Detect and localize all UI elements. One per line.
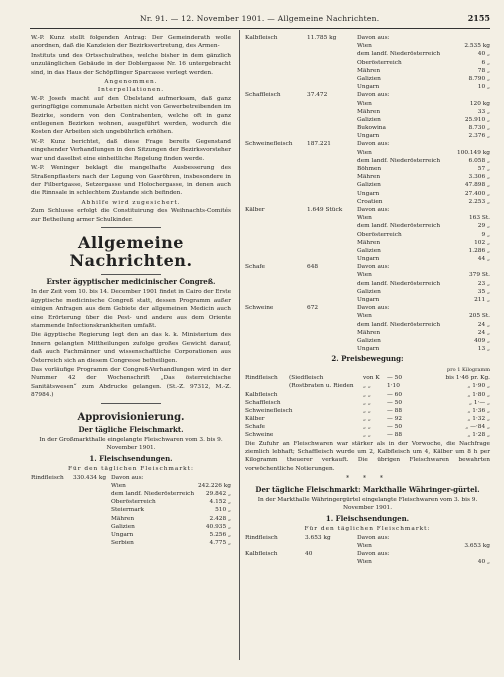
row-total: 40 xyxy=(305,551,313,558)
row-amount: 205 St. xyxy=(468,313,490,320)
left-column xyxy=(31,34,231,547)
paragraph: W.-P. Kunz berichtet, daß diese Frage bereits Gegenstand eingehender Verhandlungen in den Sitzungen der Bezirksvorsteher war und daselbst eine einheitliche Regelung finden werde. xyxy=(31,138,231,162)
row-label: Rindfleisch xyxy=(31,474,64,481)
price-from: „ „ xyxy=(363,383,371,390)
row-total: 11.785 kg xyxy=(307,35,337,41)
paragraph: W.-P. Josefs macht auf den Übelstand aufmerksam, daß ganz geringfügige communale Arbeiten nicht von Gewerbetreibenden im Bezirke, sondern von den Contrahenten, welche oft in ganz entlegenen Bezirken wohnen, ausgeführt werden, wodurch die Kosten der Arbeiten sich ungebührlich erhöhen. xyxy=(31,95,231,136)
row-origin: Davon aus: xyxy=(357,92,390,99)
table-row xyxy=(245,558,490,566)
article-title: Der tägliche Fleischmarkt. xyxy=(78,424,184,434)
table-row xyxy=(245,116,490,124)
row-amount: 78 „ xyxy=(477,67,490,74)
row-amount: 44 „ xyxy=(477,256,490,263)
row-amount: 57 „ xyxy=(477,166,490,172)
row-amount: 24 „ xyxy=(477,329,490,336)
row-origin: Mähren xyxy=(357,67,381,74)
table-row xyxy=(245,214,490,222)
paragraph: W.-P. Kunz stellt folgenden Antrag: Der Gemeinderath wolle anordnen, daß die Kanzleien der Bezirksvertretung, des Armen- xyxy=(31,35,231,50)
row-origin: dem landf. Niederösterreich xyxy=(357,280,441,287)
paragraph: In der Großmarkthalle eingelangte Fleischwaren vom 3. bis 9. November 1901. xyxy=(39,437,223,452)
table-row xyxy=(245,140,490,148)
table-row xyxy=(245,124,490,132)
row-origin: Wien xyxy=(357,215,372,222)
row-amount: 3.653 kg xyxy=(464,542,490,549)
article-title: Der tägliche Fleischmarkt: Markthalle Währinger-gürtel. xyxy=(255,484,480,494)
table-row xyxy=(245,407,490,415)
table-row xyxy=(245,67,490,75)
table-row xyxy=(31,523,231,531)
table-row xyxy=(245,206,490,214)
table-row xyxy=(245,239,490,247)
price-high: „ 1·80 „ xyxy=(467,391,490,398)
price-label: Schaffleisch xyxy=(245,399,281,406)
subheading: Interpellationen. xyxy=(97,87,165,94)
row-origin: Wien xyxy=(357,313,372,320)
row-amount: 8.790 „ xyxy=(468,75,490,82)
subheading: 1. Fleischsendungen. xyxy=(325,513,410,523)
price-from: „ „ xyxy=(363,432,371,439)
table-row xyxy=(245,280,490,288)
row-amount: 2.535 kg xyxy=(464,43,490,50)
row-amount: 163 St. xyxy=(468,215,490,222)
row-amount: 6.058 „ xyxy=(468,157,490,164)
row-label: Schaffleisch xyxy=(245,92,281,99)
row-amount: 24 „ xyxy=(477,321,490,328)
row-total: 1.649 Stück xyxy=(307,206,343,213)
row-amount: 120 kg xyxy=(469,100,490,107)
row-amount: 409 „ xyxy=(474,337,490,344)
row-origin: dem landf. Niederösterreich xyxy=(111,491,195,498)
table-row xyxy=(245,296,490,304)
table-row xyxy=(245,198,490,206)
paragraph: Abhilfe wird zugesichert. xyxy=(81,199,181,206)
row-origin: Ungarn xyxy=(357,256,380,263)
row-origin: Oberösterreich xyxy=(111,499,156,506)
row-origin: Davon aus: xyxy=(357,206,390,213)
row-amount: 3.306 „ xyxy=(468,174,490,181)
table-row xyxy=(245,374,490,382)
row-origin: Böhmen xyxy=(357,166,382,172)
row-origin: Galizien xyxy=(357,337,381,344)
row-origin: Galizien xyxy=(357,182,381,189)
row-amount: 2.428 „ xyxy=(209,515,231,522)
section-name: Allgemeine Nachrichten. xyxy=(277,14,380,23)
row-total: 37.472 xyxy=(307,92,328,99)
row-label: Schweinefleisch xyxy=(245,141,293,148)
table-row xyxy=(245,321,490,329)
row-origin: Wien xyxy=(111,482,126,489)
price-low: 1·10 xyxy=(387,383,400,390)
table-row xyxy=(245,149,490,157)
price-low: — 50 xyxy=(387,399,403,406)
table-row xyxy=(245,312,490,320)
table-row xyxy=(31,539,231,547)
row-origin: dem landf. Niederösterreich xyxy=(357,51,441,58)
row-label: Kälber xyxy=(245,206,265,213)
price-low: — 50 xyxy=(387,375,403,382)
row-label: Schweine xyxy=(245,305,274,312)
table-row xyxy=(245,91,490,99)
row-origin: Galizien xyxy=(357,116,381,123)
table-row xyxy=(31,498,231,506)
row-amount: 8.730 „ xyxy=(468,125,490,132)
row-amount: 40 „ xyxy=(477,51,490,58)
paragraph: Angenommen. xyxy=(104,79,158,86)
price-high: bis 1·46 pr. Kg. xyxy=(445,375,490,382)
table-row xyxy=(245,34,490,42)
table-row xyxy=(245,423,490,431)
row-origin: Croatien xyxy=(357,198,383,205)
table-row xyxy=(245,247,490,255)
price-label: Kalbfleisch xyxy=(245,391,278,398)
row-origin: Mähren xyxy=(111,515,135,522)
row-origin: Oberösterreich xyxy=(357,59,402,66)
row-origin: Mähren xyxy=(357,329,381,336)
subheading: Für den täglichen Fleischmarkt: xyxy=(304,526,431,533)
table-row xyxy=(245,50,490,58)
article-title: Erster ägyptischer medicinischer Congreß. xyxy=(46,276,216,286)
row-origin: dem landf. Niederösterreich xyxy=(357,321,441,328)
price-low: — 50 xyxy=(387,424,403,431)
row-total: 648 xyxy=(307,264,319,271)
separator: * * * xyxy=(346,475,389,483)
table-row xyxy=(31,482,231,490)
row-amount: 47.898 „ xyxy=(464,182,490,189)
row-origin: Wien xyxy=(357,100,372,107)
table-row xyxy=(245,165,490,173)
table-row xyxy=(245,157,490,165)
row-amount: 29 „ xyxy=(477,223,490,230)
row-origin: Galizien xyxy=(111,523,135,530)
row-label: Rindfleisch xyxy=(245,534,278,541)
row-origin: Davon aus: xyxy=(357,534,390,541)
price-low: — 88 xyxy=(387,432,403,439)
paragraph: Das vorläufige Programm der Congreß-Verhandlungen wird in der Nummer 42 der Wochenschrift „Das österreichische Sanitätswesen“ zum Abdrucke gelangen. (St.-Z. 97312, M.-Z. 87984.) xyxy=(31,367,231,399)
price-from: „ „ xyxy=(363,424,371,431)
row-origin: Davon aus: xyxy=(357,551,390,558)
table-row xyxy=(245,83,490,91)
header-line: Nr. 91. — 12. November 1901. — Allgemeine Nachrichten. xyxy=(140,14,380,23)
row-origin: Mähren xyxy=(357,108,381,115)
row-origin: Wien xyxy=(357,559,372,566)
subheading: Für den täglichen Fleischmarkt: xyxy=(68,466,194,473)
row-label: Kalbfleisch xyxy=(245,551,278,558)
table-row xyxy=(245,329,490,337)
row-total: 187.221 xyxy=(307,141,331,148)
price-high: „ 1·36 „ xyxy=(467,407,490,414)
row-amount: 2.376 „ xyxy=(468,133,490,140)
row-amount: 33 „ xyxy=(477,108,490,115)
row-origin: dem landf. Niederösterreich xyxy=(357,157,441,164)
paragraph: In der Zeit vom 10. bis 14. December 1901 findet in Cairo der Erste ägyptische medicinische Congreß statt, dessen Programm außer einigen Anfragen aus dem Gebiete der allgemeinen Medicin auch eine Erörterung über die Pest- und andere aus dem Oriente stammende Infectionskrankheiten umfaßt. xyxy=(31,289,232,329)
row-amount: 102 „ xyxy=(474,239,490,246)
row-origin: Ungarn xyxy=(357,84,380,91)
table-row xyxy=(245,75,490,83)
row-origin: Ungarn xyxy=(357,190,380,197)
paragraph: In der Markthalle Währingergürtel eingelangte Fleischwaren vom 3. bis 9. November 1901. xyxy=(257,497,478,512)
table-row xyxy=(245,550,490,558)
row-amount: 6 „ xyxy=(481,59,490,66)
price-label: Schweinefleisch xyxy=(245,407,293,414)
table-row xyxy=(31,490,231,498)
table-row xyxy=(245,108,490,116)
paragraph: Die Zufuhr an Fleischwaren war stärker als in der Vorwoche, die Nachfrage ziemlich lebhaft; Schaffleisch wurde um 2, Kalbfleisch um 4, Kälber um 8 h per Kilogramm theuerer verkauft. Die übrigen Fleischwaren bewahrten vorwöchentliche Notierungen. xyxy=(245,440,490,472)
row-amount: 13 „ xyxy=(477,346,490,353)
paragraph: Instituts und des Ortsschulrathes, welche bisher in dem gänzlich unzulänglichen Gebäude in der Doblergasse Nr. 16 untergebracht sind, in das Haus der Schöpflinger Sparcasse verlegt werden. xyxy=(31,52,231,76)
row-amount: 35 „ xyxy=(477,288,490,295)
row-amount: 211 „ xyxy=(474,297,490,303)
market-table xyxy=(245,34,490,353)
paragraph: Zum Schlusse erfolgt die Constituirung des Weihnachts-Comités zur Betheilung armer Schulkinder. xyxy=(31,208,231,223)
price-high: „ 1·28 „ xyxy=(467,432,490,439)
market-table xyxy=(31,474,231,548)
row-total: 672 xyxy=(307,305,319,312)
column-divider xyxy=(239,30,240,660)
row-amount: 1.286 „ xyxy=(468,247,490,254)
price-from: von K xyxy=(363,375,380,382)
price-table xyxy=(245,374,490,440)
issue-number: Nr. 91. xyxy=(140,14,169,23)
price-label: Schafe xyxy=(245,424,265,431)
subheading: 2. Preisbewegung: xyxy=(331,354,404,364)
price-from: „ „ xyxy=(363,407,371,414)
table-row xyxy=(245,59,490,67)
row-amount: 23 „ xyxy=(477,280,490,287)
table-row xyxy=(245,382,490,390)
table-row xyxy=(245,542,490,550)
row-amount: 10 „ xyxy=(477,84,490,91)
table-row xyxy=(245,391,490,399)
row-amount: 379 St. xyxy=(468,272,490,279)
table-row xyxy=(245,534,490,542)
page-header xyxy=(30,12,490,28)
table-row xyxy=(245,173,490,181)
section-title: Allgemeine Nachrichten. xyxy=(69,232,193,270)
row-amount: 25.910 „ xyxy=(464,116,490,123)
row-origin: Ungarn xyxy=(357,297,380,303)
row-origin: Wien xyxy=(357,542,372,549)
row-amount: 4.775 „ xyxy=(209,540,231,547)
price-from: „ „ xyxy=(363,391,371,398)
row-amount: 40 „ xyxy=(477,559,490,566)
header-rule xyxy=(30,28,490,29)
row-amount: 510 „ xyxy=(215,507,231,514)
price-label: Kälber xyxy=(245,416,265,423)
table-row xyxy=(245,399,490,407)
paragraph: Die ägyptische Regierung legt den an das k. k. Ministerium des Innern gelangten Mittheilungen zufolge großes Gewicht darauf, daß auch Fachmänner und wissenschaftliche Corporationen aus Österreich sich an diesem Congresse betheiligen. xyxy=(31,332,231,364)
row-origin: Oberösterreich xyxy=(357,231,402,238)
row-amount: 2.253 „ xyxy=(468,198,490,205)
table-row xyxy=(245,415,490,423)
price-low: — 88 xyxy=(387,407,403,414)
right-column xyxy=(245,34,490,566)
table-row xyxy=(245,271,490,279)
price-from: „ „ xyxy=(363,399,371,406)
row-amount: 27.400 „ xyxy=(464,190,490,197)
table-row xyxy=(245,132,490,140)
row-total: 3.653 kg xyxy=(305,534,331,541)
price-high: „ 1·32 „ xyxy=(467,416,490,423)
price-high: „ —·84 „ xyxy=(465,424,490,431)
price-low: — 92 xyxy=(387,416,403,423)
row-origin: Serbien xyxy=(111,540,134,547)
price-label: Schweine xyxy=(245,432,274,439)
row-origin: Ungarn xyxy=(111,531,134,538)
row-origin: Steiermark xyxy=(111,507,145,514)
row-origin: Wien xyxy=(357,43,372,50)
row-origin: Davon aus: xyxy=(357,35,390,41)
row-amount: 242.226 kg xyxy=(197,482,231,489)
table-row xyxy=(245,222,490,230)
row-origin: Davon aus: xyxy=(357,264,390,271)
table-row xyxy=(245,231,490,239)
subheading: 1. Fleischsendungen. xyxy=(89,453,173,463)
price-sub: (Siedfleisch xyxy=(289,375,324,382)
table-row xyxy=(31,531,231,539)
table-row xyxy=(31,506,231,514)
row-origin: Galizien xyxy=(357,288,381,295)
table-row xyxy=(245,255,490,263)
table-row xyxy=(245,263,490,271)
row-origin: Davon aus: xyxy=(357,141,390,148)
row-origin: Wien xyxy=(357,149,372,156)
issue-date: 12. November 1901. xyxy=(181,14,265,23)
price-low: — 60 xyxy=(387,391,403,398)
page-number: 2155 xyxy=(467,13,490,23)
row-origin: Mähren xyxy=(357,239,381,246)
price-head: pro 1 Kilogramm xyxy=(447,366,490,373)
row-origin: Davon aus: xyxy=(111,474,144,481)
row-origin: Davon aus: xyxy=(357,305,390,312)
row-origin: Ungarn xyxy=(357,346,380,353)
divider xyxy=(101,403,161,404)
table-row xyxy=(245,190,490,198)
table-row xyxy=(245,181,490,189)
divider xyxy=(101,227,161,228)
table-row xyxy=(245,431,490,439)
table-row xyxy=(245,304,490,312)
section-title: Approvisionierung. xyxy=(77,411,185,423)
row-total: 330.434 kg xyxy=(73,474,107,481)
price-sub: (Rostbraten u. Rieden xyxy=(289,383,354,390)
table-row xyxy=(245,100,490,108)
price-high: „ 1·90 „ xyxy=(467,383,490,390)
row-amount: 5.256 „ xyxy=(209,531,231,538)
price-label: Rindfleisch xyxy=(245,375,278,382)
paragraph: W.-P. Weninger beklagt die mangelhafte Ausbesserung des Straßenpflasters nach der Legung von Gasröhren, insbesondere in der Filbertgasse, Setzergasse und Holochergasse, in denen auch die Rinnsale in schlechtem Zustande sich befinden. xyxy=(31,165,231,197)
row-origin: dem landf. Niederösterreich xyxy=(357,223,441,230)
row-origin: Galizien xyxy=(357,75,381,82)
row-amount: 100.149 kg xyxy=(456,149,490,156)
table-row xyxy=(245,288,490,296)
row-origin: Mähren xyxy=(357,174,381,181)
row-origin: Wien xyxy=(357,272,372,279)
row-origin: Bukowina xyxy=(357,125,387,132)
divider xyxy=(101,274,161,275)
price-from: „ „ xyxy=(363,416,371,423)
row-amount: 4.152 „ xyxy=(209,499,231,506)
row-origin: Galizien xyxy=(357,247,381,254)
row-amount: 40.935 „ xyxy=(205,523,231,530)
row-amount: 9 „ xyxy=(481,231,490,238)
table-row xyxy=(245,337,490,345)
table-row xyxy=(31,474,231,482)
table-row xyxy=(245,42,490,50)
row-label: Kalbfleisch xyxy=(245,35,278,41)
price-high: „ 1·— „ xyxy=(468,399,490,406)
table-row xyxy=(31,515,231,523)
row-amount: 29.842 „ xyxy=(205,491,231,498)
row-origin: Ungarn xyxy=(357,133,380,140)
table-row xyxy=(245,345,490,353)
row-label: Schafe xyxy=(245,264,265,271)
market-table xyxy=(245,534,490,567)
